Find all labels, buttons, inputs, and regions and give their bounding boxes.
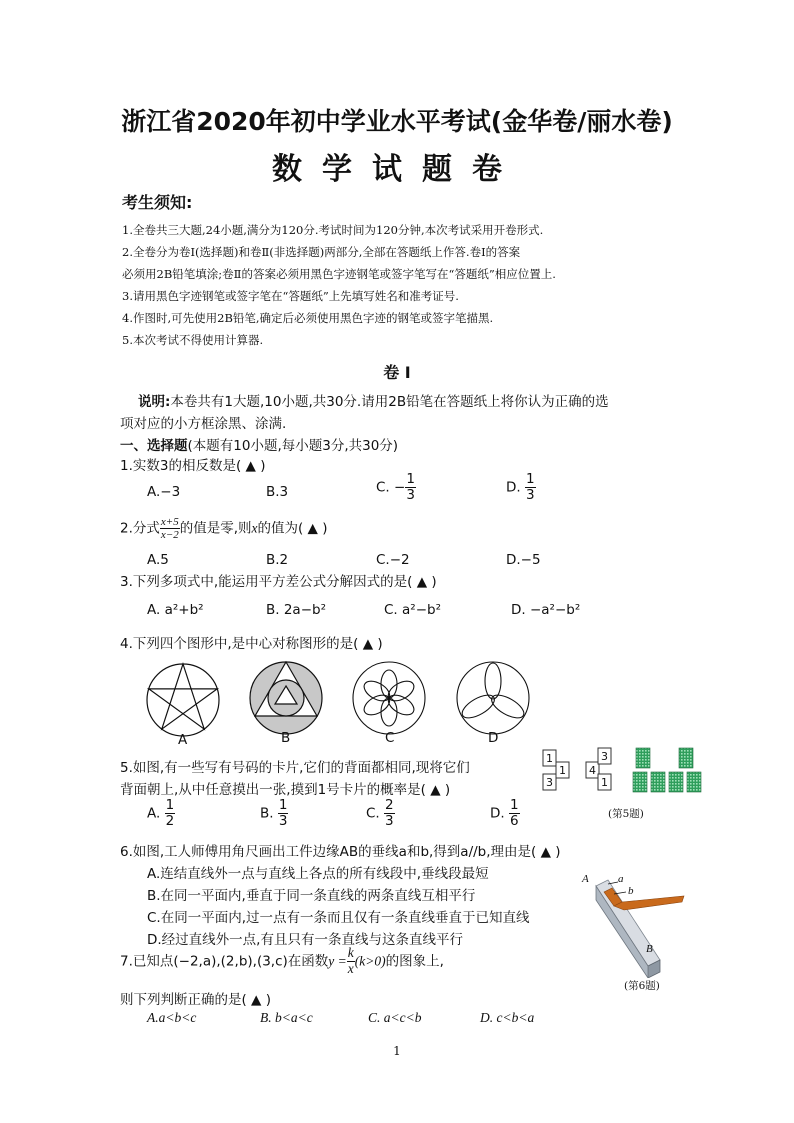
q4-figure-d [457, 662, 529, 734]
q2-option-d: D.−5 [506, 552, 541, 568]
q7-stem: 7.已知点(−2,a),(2,b),(3,c)在函数y = $\frac{k}{x}$ (k>0)的图象上, [120, 945, 444, 976]
q3-option-d: D. −a²−b² [511, 602, 581, 618]
part-detail: (本题有10小题,每小题3分,共30分) [187, 438, 399, 454]
q4-label-d: D [488, 730, 499, 746]
q4-figure-b [250, 662, 322, 734]
section-note-line1: 本卷共有1大题,10小题,共30分.请用2B铅笔在答题纸上将你认为正确的选 [170, 394, 609, 410]
q6-option-b: B.在同一平面内,垂直于同一条直线的两条直线互相平行 [147, 888, 476, 904]
q5-option-a: A. $\frac{1}{2}$ [147, 797, 175, 829]
notice-item-2b: 必须用2B铅笔填涂;卷Ⅱ的答案必须用黑色字迹钢笔或签字笔写在“答题纸”相应位置上. [122, 267, 556, 281]
q7-line2: 则下列判断正确的是( ▲ ) [120, 992, 271, 1008]
q4-label-a: A [178, 732, 188, 748]
q7-option-a: A.a<b<c [147, 1010, 197, 1025]
notice-item-1: 1.全卷共三大题,24小题,满分为120分.考试时间为120分钟,本次考试采用开卷形式. [122, 223, 544, 237]
q6-stem: 6.如图,工人师傅用角尺画出工件边缘AB的垂线a和b,得到a//b,理由是( ▲ ) [120, 844, 561, 860]
q5-cards-figure [540, 744, 720, 800]
q3-option-a: A. a²+b² [147, 602, 204, 618]
notice-item-5: 5.本次考试不得使用计算器. [122, 333, 264, 347]
exam-subtitle: 数学试题卷 [272, 152, 522, 187]
q4-figure-a [147, 664, 219, 736]
q5-option-d: D. $\frac{1}{6}$ [490, 797, 519, 829]
card-1: 1 [546, 752, 553, 765]
page-number: 1 [393, 1044, 401, 1058]
section-note-label: 说明: [138, 394, 171, 410]
q6-label-B: B [646, 943, 653, 955]
q5-line2: 背面朝上,从中任意摸出一张,摸到1号卡片的概率是( ▲ ) [120, 782, 451, 798]
q1-option-c: C. − $\frac{1}{3}$ [376, 471, 415, 503]
q1-option-b: B.3 [266, 484, 289, 500]
section-note-line2: 项对应的小方框涂黑、涂满. [120, 416, 287, 432]
notice-item-3: 3.请用黑色字迹钢笔或签字笔在“答题纸”上先填写姓名和准考证号. [122, 289, 459, 303]
q6-label-b: b [628, 885, 634, 897]
q6-label-a: a [618, 873, 624, 885]
q1-stem: 1.实数3的相反数是( ▲ ) [120, 458, 266, 474]
q1-option-a: A.−3 [147, 484, 181, 500]
q5-option-c: C. $\frac{2}{3}$ [366, 797, 394, 829]
q3-option-b: B. 2a−b² [266, 602, 326, 618]
q4-figure-c [353, 662, 425, 734]
exam-title: 浙江省2020年初中学业水平考试(金华卷/丽水卷) [121, 107, 673, 136]
part-label: 一、选择题 [120, 438, 188, 454]
notice-item-4: 4.作图时,可先使用2B铅笔,确定后必须使用黑色字迹的钢笔或签字笔描黑. [122, 311, 494, 325]
q6-label-A: A [582, 873, 589, 885]
q2-option-b: B.2 [266, 552, 289, 568]
q3-option-c: C. a²−b² [384, 602, 441, 618]
q6-option-d: D.经过直线外一点,有且只有一条直线与这条直线平行 [147, 932, 463, 948]
q2-option-a: A.5 [147, 552, 169, 568]
q4-label-c: C [385, 730, 395, 746]
q6-figure [578, 868, 688, 978]
card-3: 3 [546, 776, 553, 789]
card-2: 1 [559, 764, 566, 777]
card-5: 3 [601, 750, 608, 763]
q7-option-b: B. b<a<c [260, 1010, 313, 1025]
q2-stem: 2.分式 $\frac{x+5}{x-2}$ 的值是零,则x的值为( ▲ ) [120, 516, 328, 542]
q3-stem: 3.下列多项式中,能运用平方差公式分解因式的是( ▲ ) [120, 574, 437, 590]
card-6: 1 [601, 776, 608, 789]
card-4: 4 [589, 764, 596, 777]
q5-line1: 5.如图,有一些写有号码的卡片,它们的背面都相同,现将它们 [120, 760, 470, 776]
notice-item-2: 2.全卷分为卷Ⅰ(选择题)和卷Ⅱ(非选择题)两部分,全部在答题纸上作答.卷Ⅰ的答案 [122, 245, 521, 259]
q4-stem: 4.下列四个图形中,是中心对称图形的是( ▲ ) [120, 636, 383, 652]
q6-caption: (第6题) [624, 980, 660, 992]
q5-option-b: B. $\frac{1}{3}$ [260, 797, 288, 829]
q7-option-c: C. a<c<b [368, 1010, 422, 1025]
q5-caption: (第5题) [608, 808, 644, 820]
q2-option-c: C.−2 [376, 552, 410, 568]
q6-option-a: A.连结直线外一点与直线上各点的所有线段中,垂线段最短 [147, 866, 489, 882]
notice-heading: 考生须知: [122, 193, 193, 212]
q6-option-c: C.在同一平面内,过一点有一条而且仅有一条直线垂直于已知直线 [147, 910, 530, 926]
q7-option-d: D. c<b<a [480, 1010, 535, 1025]
section-title: 卷 Ⅰ [383, 363, 411, 382]
q1-option-d: D. $\frac{1}{3}$ [506, 471, 535, 503]
q5-card-backs [633, 748, 701, 792]
q4-label-b: B [281, 730, 291, 746]
